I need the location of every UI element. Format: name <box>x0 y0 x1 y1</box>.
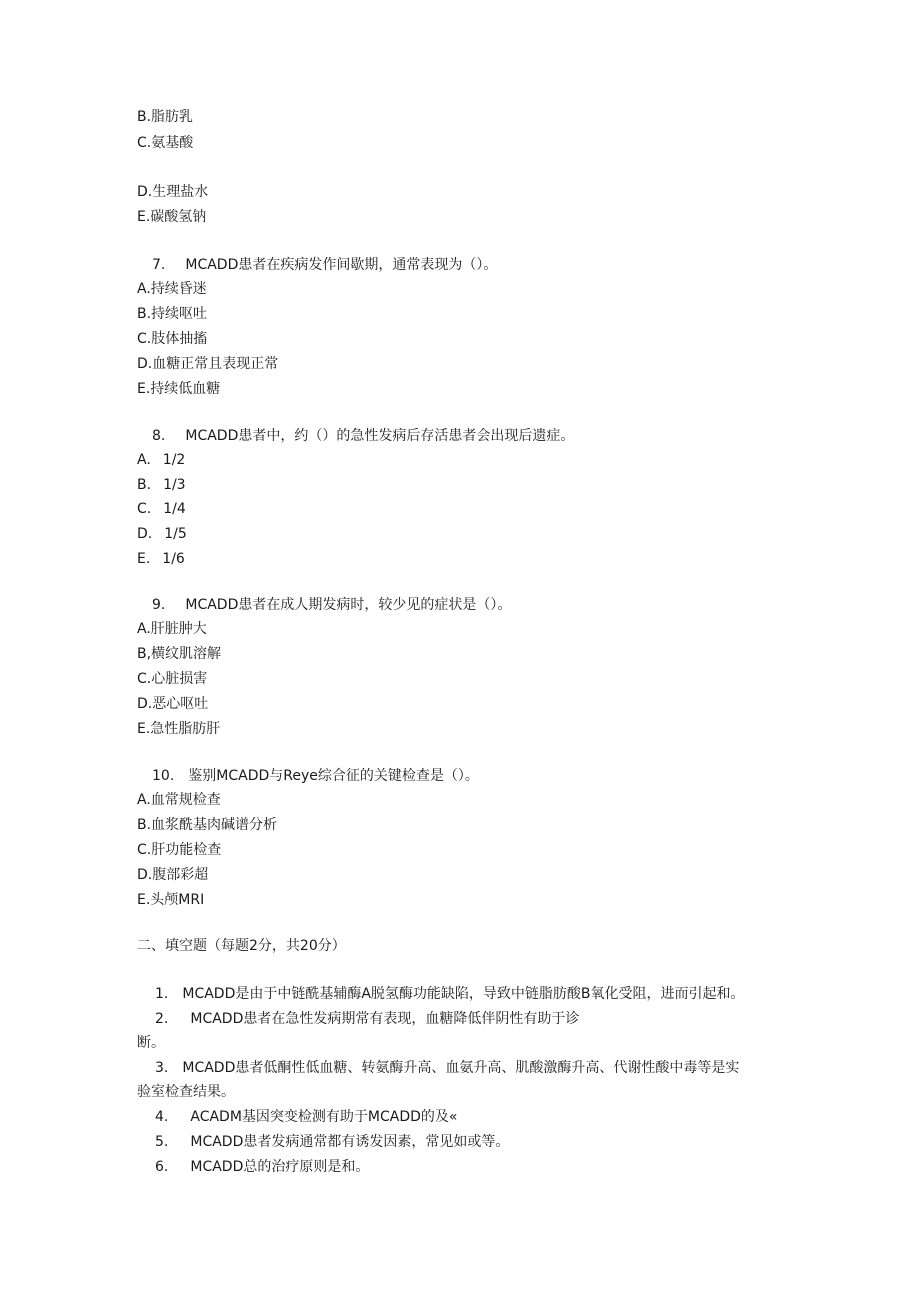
q7-option-c: C.肢体抽搐 <box>137 331 208 347</box>
q8-text: MCADD患者中，约（）的急性发病后存活患者会出现后遗症。 <box>185 428 575 444</box>
q9-option-d: D.恶心呕吐 <box>137 696 209 712</box>
fill-item-6-text: MCADD总的治疗原则是和。 <box>190 1159 370 1175</box>
fill-item-2 <box>155 1010 579 1028</box>
q7-number: 7. <box>152 257 166 273</box>
q8-option-b-label: B. <box>137 477 152 493</box>
fill-item-3 <box>155 1059 739 1077</box>
q7-option-a: A.持续昏迷 <box>137 281 207 297</box>
q10-number: 10. <box>152 768 175 784</box>
fill-item-2-continuation: 断。 <box>137 1035 165 1051</box>
section2-title: 二、填空题（每题2分，共20分） <box>137 938 346 954</box>
q6-option-b: B.脂肪乳 <box>137 109 194 125</box>
q9-stem <box>152 596 511 614</box>
fill-item-2-text: MCADD患者在急性发病期常有表现，血糖降低伴阴性有助于诊 <box>190 1011 580 1027</box>
q6-option-d: D.生理盐水 <box>137 184 209 200</box>
q6-option-e: E.碳酸氢钠 <box>137 209 207 225</box>
q8-option-e-value: 1/6 <box>162 551 185 567</box>
fill-item-1 <box>155 985 745 1003</box>
fill-item-5 <box>155 1133 509 1151</box>
q10-text: 鉴别MCADD与Reye综合征的关键检查是（）。 <box>188 768 479 784</box>
q9-option-a: A.肝脏肿大 <box>137 621 207 637</box>
q9-option-c: C.心脏损害 <box>137 671 208 687</box>
q8-option-d-value: 1/5 <box>164 526 187 542</box>
q7-text: MCADD患者在疾病发作间歇期，通常表现为（）。 <box>185 257 498 273</box>
q8-option-b-value: 1/3 <box>163 477 186 493</box>
q7-option-e: E.持续低血糖 <box>137 381 221 397</box>
fill-item-3-text: MCADD患者低酮性低血糖、转氨酶升高、血氨升高、肌酸激酶升高、代谢性酸中毒等是实 <box>182 1060 740 1076</box>
q9-text: MCADD患者在成人期发病时，较少见的症状是（）。 <box>185 597 512 613</box>
fill-item-3-continuation: 验室检查结果。 <box>137 1084 235 1100</box>
q6-option-c: C.氨基酸 <box>137 135 194 151</box>
q8-option-c-label: C. <box>137 501 152 517</box>
fill-item-4 <box>155 1108 457 1126</box>
q8-option-e-label: E. <box>137 551 151 567</box>
q10-option-e: E.头颅MRI <box>137 892 205 908</box>
q9-option-b: B,横纹肌溶解 <box>137 646 222 662</box>
q8-option-c <box>137 500 186 518</box>
q8-number: 8. <box>152 428 166 444</box>
q10-option-c: C.肝功能检查 <box>137 842 222 858</box>
q8-stem <box>152 427 574 445</box>
q9-option-e: E.急性脂肪肝 <box>137 721 221 737</box>
q8-option-a <box>137 451 185 469</box>
q10-stem <box>152 767 479 785</box>
fill-item-5-text: MCADD患者发病通常都有诱发因素，常见如或等。 <box>190 1134 510 1150</box>
q7-option-d: D.血糖正常且表现正常 <box>137 356 279 372</box>
q8-option-d <box>137 525 187 543</box>
q9-number: 9. <box>152 597 166 613</box>
fill-item-4-number: 4. <box>155 1109 169 1125</box>
fill-item-1-number: 1. <box>155 986 169 1002</box>
q10-option-b: B.血浆酰基肉碱谱分析 <box>137 817 278 833</box>
q10-option-d: D.腹部彩超 <box>137 867 209 883</box>
fill-item-6-number: 6. <box>155 1159 169 1175</box>
q10-option-a: A.血常规检查 <box>137 792 221 808</box>
q8-option-b <box>137 476 186 494</box>
fill-item-6 <box>155 1158 369 1176</box>
q8-option-c-value: 1/4 <box>163 501 186 517</box>
fill-item-2-number: 2. <box>155 1011 169 1027</box>
fill-item-3-number: 3. <box>155 1060 169 1076</box>
q8-option-d-label: D. <box>137 526 153 542</box>
q8-option-e <box>137 550 185 568</box>
q8-option-a-value: 1/2 <box>162 452 186 468</box>
fill-item-4-text: ACADM基因突变检测有助于MCADD的及« <box>190 1109 458 1125</box>
fill-item-5-number: 5. <box>155 1134 169 1150</box>
fill-item-1-text: MCADD是由于中链酰基辅酶A脱氢酶功能缺陷，导致中链脂肪酸B氧化受阻，进而引起和。 <box>182 986 745 1002</box>
q7-option-b: B.持续呕吐 <box>137 306 208 322</box>
q8-option-a-label: A. <box>137 452 151 468</box>
q7-stem <box>152 256 497 274</box>
